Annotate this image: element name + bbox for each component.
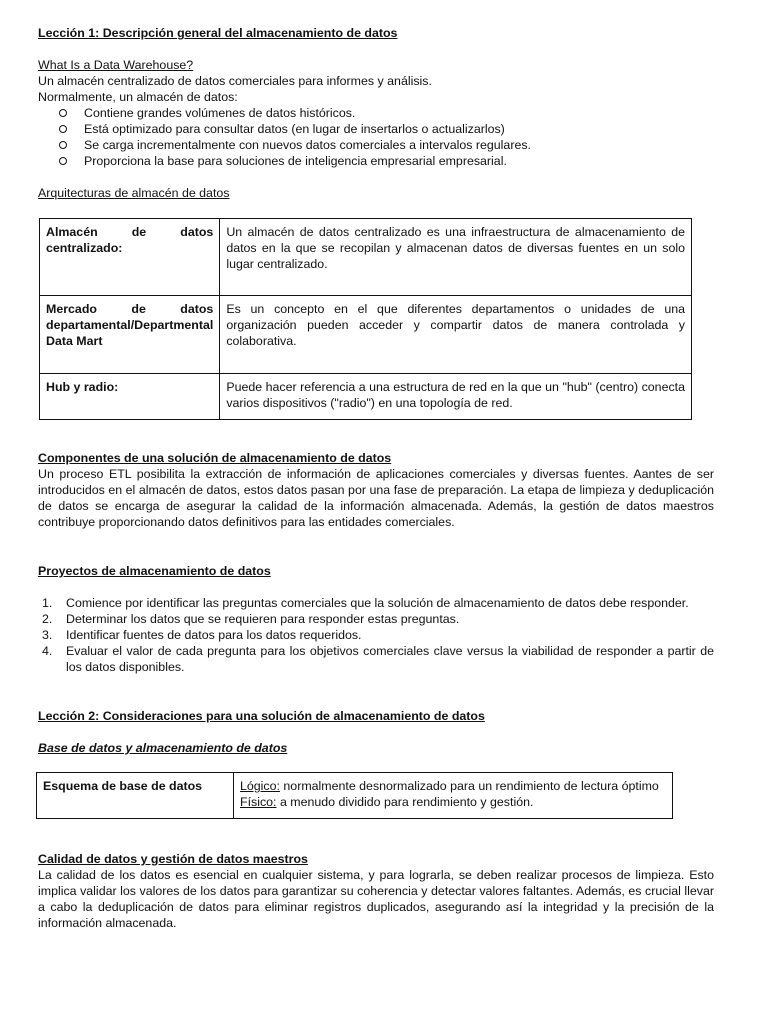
list-item: 4. Evaluar el valor de cada pregunta para los objetivos comerciales clave versus la viabilidad de responder a partir de los datos disponibles. [42,644,714,674]
lesson1-title: Lección 1: Descripción general del almacenamiento de datos [38,26,398,40]
arch-term: Hub y radio: [40,374,220,420]
bullet-circle-icon [59,125,67,133]
bullet-circle-icon [59,109,67,117]
schema-logical-text: normalmente desnormalizado para un rendimiento de lectura óptimo [279,779,659,793]
components-heading: Componentes de una solución de almacenamiento de datos [38,451,392,465]
dw-intro: Normalmente, un almacén de datos: [38,90,238,104]
schema-logical-label: Lógico: [240,779,280,793]
arch-term: Mercado de datos departamental/Departmental Data Mart [40,296,220,374]
list-item: 3. Identificar fuentes de datos para los datos requeridos. [42,628,362,642]
arch-desc: Es un concepto en el que diferentes departamentos o unidades de una organización pueden acceder y compartir datos de manera controlada y colaborativa. [220,296,692,374]
projects-list [38,595,714,675]
arch-desc: Un almacén de datos centralizado es una infraestructura de almacenamiento de datos en la que se recopilan y almacenan datos de diversas fuentes en un solo lugar centralizado. [220,219,692,296]
dw-definition: Un almacén centralizado de datos comerciales para informes y análisis. [38,74,432,88]
list-item: Está optimizado para consultar datos (en lugar de insertarlos o actualizarlos) [38,121,531,137]
list-item: Contiene grandes volúmenes de datos históricos. [38,105,531,121]
table-row [40,296,692,374]
list-item: 1. Comience por identificar las preguntas comerciales que la solución de almacenamiento de datos debe responder. [42,596,689,610]
lesson2-title: Lección 2: Consideraciones para una solución de almacenamiento de datos [38,709,485,723]
table-row [40,374,692,420]
quality-text: La calidad de los datos es esencial en cualquier sistema, y para lograrla, se deben realizar procesos de limpieza. Esto implica validar los valores de los datos para garantizar su coherencia y detectar valores faltantes. Además, es crucial llevar a cabo la deduplicación de datos para eliminar registros duplicados, asegurando así la integridad y la precisión de la información almacenada. [38,868,714,930]
list-item: Se carga incrementalmente con nuevos datos comerciales a intervalos regulares. [38,137,531,153]
arch-heading: Arquitecturas de almacén de datos [38,186,230,200]
list-item: 2. Determinar los datos que se requieren para responder estas preguntas. [42,612,460,626]
schema-term: Esquema de base de datos [37,773,234,819]
components-text: Un proceso ETL posibilita la extracción de información de aplicaciones comerciales y diversas fuentes. Aantes de ser introducidos en el almacén de datos, estos datos pasan por una fase de preparación. La etapa de limpieza y deduplicación de datos se encarga de asegurar la calidad de la información almacenada. Además, la gestión de datos maestros contribuye proporcionando datos definitivos para las entidades comerciales. [38,467,714,529]
schema-physical-text: a menudo dividido para rendimiento y gestión. [276,795,534,809]
bullet-circle-icon [59,141,67,149]
bullet-circle-icon [59,157,67,165]
list-item: Proporciona la base para soluciones de inteligencia empresarial empresarial. [38,153,531,169]
projects-heading: Proyectos de almacenamiento de datos [38,564,271,578]
arch-table [39,218,692,420]
table-row [40,219,692,296]
schema-table [36,772,673,819]
arch-desc: Puede hacer referencia a una estructura de red en la que un "hub" (centro) conecta varios dispositivos ("radio") en una topología de red. [220,374,692,420]
schema-desc [234,773,673,819]
schema-physical-label: Físico: [240,795,277,809]
dw-bullet-list [38,105,531,169]
dw-heading: What Is a Data Warehouse? [38,58,194,72]
db-heading: Base de datos y almacenamiento de datos [38,741,288,755]
table-row [37,773,673,819]
arch-term: Almacén de datos centralizado: [40,219,220,296]
quality-heading: Calidad de datos y gestión de datos maestros [38,852,308,866]
